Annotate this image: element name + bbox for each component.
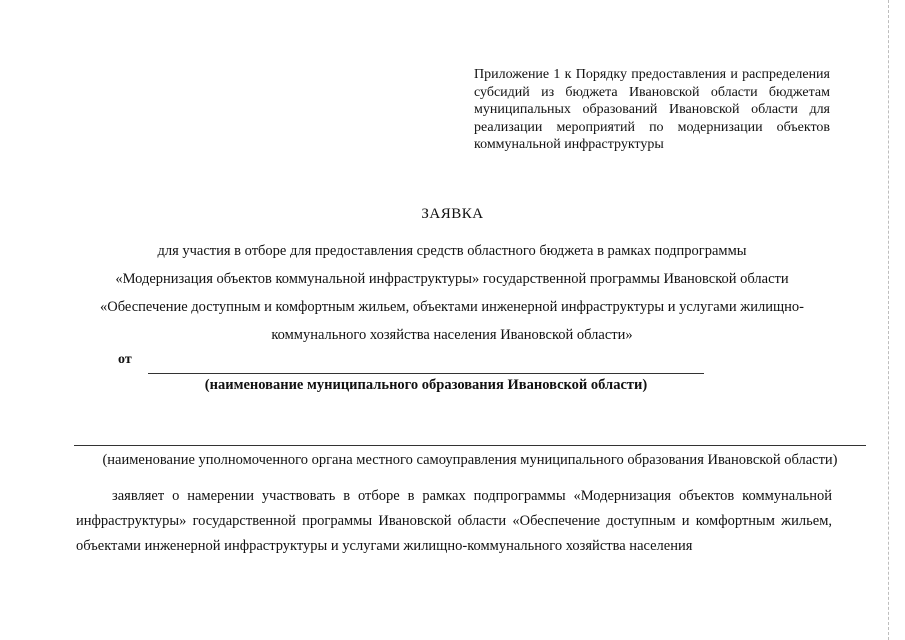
municipal-name-caption: (наименование муниципального образования Ивановской области) [204,377,648,393]
subtitle-line: коммунального хозяйства населения Ивановской области» [271,327,633,343]
subtitle-line: для участия в отборе для предоставления средств областного бюджета в рамках подпрограммы [157,243,747,259]
from-label: от [118,352,132,367]
appendix-note: Приложение 1 к Порядку предоставления и распределения субсидий из бюджета Ивановской области бюджетам муниципальных образований Ивановской области для реализации мероприятий по модернизации объектов коммунальной инфраструктуры [474,67,830,152]
scan-edge-mark [888,0,891,640]
subtitle-line: «Обеспечение доступным и комфортным жильем, объектами инженерной инфраструктуры и услугами жилищно- [99,299,805,315]
document-title: ЗАЯВКА [421,206,484,222]
application-body-paragraph: заявляет о намерении участвовать в отборе в рамках подпрограммы «Модернизация объектов коммунальной инфраструктуры» государственной программы Ивановской области «Обеспечение доступным и комфортным жильем, объектами инженерной инфраструктуры и услугами жилищно-коммунального хозяйства населения [76,488,832,554]
authority-name-caption: (наименование уполномоченного органа местного самоуправления муниципального образования Ивановской области) [102,452,838,468]
subtitle-line: «Модернизация объектов коммунальной инфраструктуры» государственной программы Ивановской области [115,271,789,287]
municipal-name-blank-line [148,373,704,374]
document-subtitle [72,237,832,349]
authority-name-blank-line [74,445,866,446]
